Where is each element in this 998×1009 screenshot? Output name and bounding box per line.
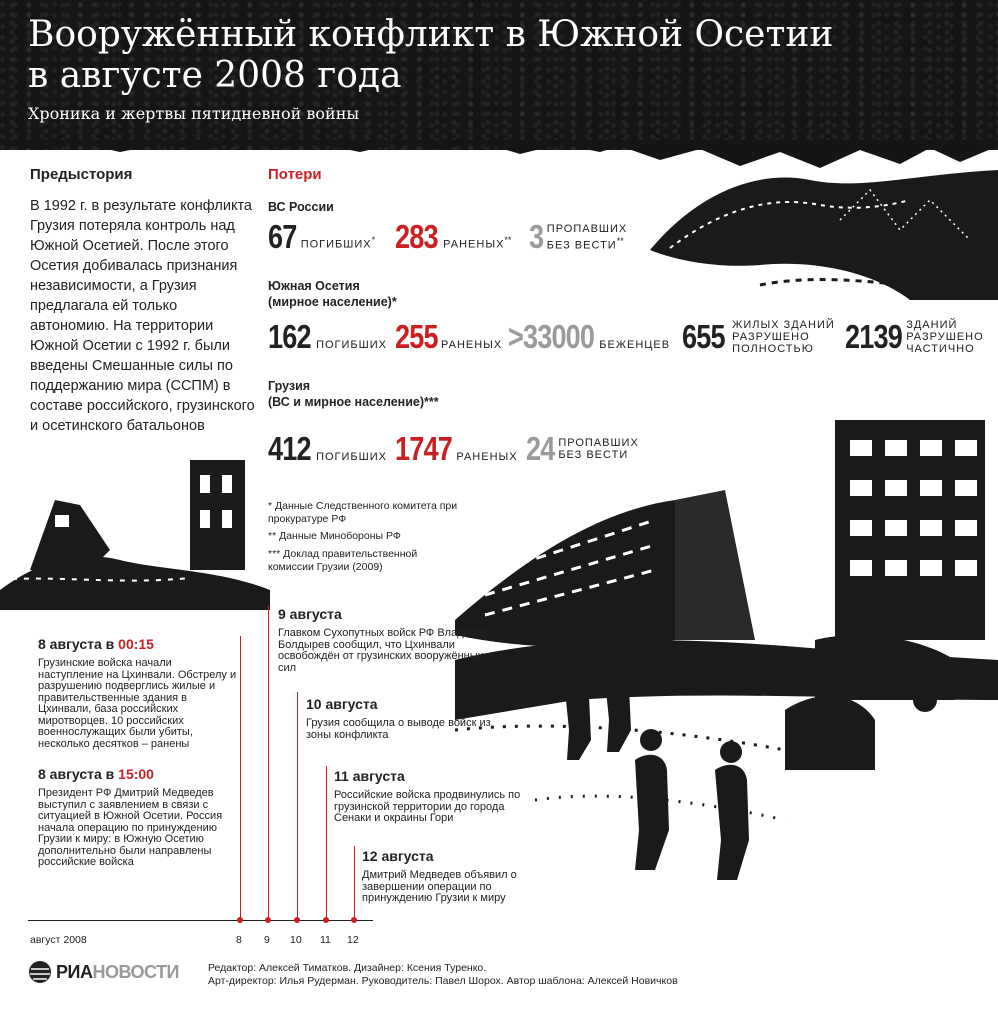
- page-subtitle: Хроника и жертвы пятидневной войны: [28, 104, 360, 123]
- timeline-line-aug9: [268, 606, 269, 920]
- header-band: [0, 0, 998, 150]
- globe-icon: [28, 960, 52, 984]
- event-date: 11 августа: [334, 768, 405, 784]
- timeline-event-aug11: [334, 768, 524, 825]
- event-text: Главком Сухопутных войск РФ Владимир Болдырев сообщил, что Цхинвали освобождён от грузинских вооружённых сил: [278, 627, 490, 674]
- timeline-line-aug11: [326, 766, 327, 920]
- event-date: 12 августа: [362, 848, 434, 864]
- credits-line-1: Редактор: Алексей Тиматков. Дизайнер: Ксения Туренко.: [208, 962, 487, 974]
- page-title: [28, 14, 888, 96]
- footnote-3: *** Доклад правительственной комиссии Грузии (2009): [268, 548, 418, 573]
- background-text: В 1992 г. в результате конфликта Грузия потеряла контроль над Южной Осетией. После этого Осетия добивалась признания независимости, а Грузия предлагала ей только автономию. На территории Южной Осетии с 1992 г. были введены Смешанные силы по поддержанию мира (ССПМ) в составе российского, грузинского и осетинского батальонов: [30, 198, 255, 434]
- georgia-killed-label: ПОГИБШИХ: [316, 451, 387, 463]
- georgia-wounded-label: РАНЕНЫХ: [456, 451, 518, 463]
- credits: [208, 962, 678, 988]
- hill-scene-illustration: [610, 150, 998, 300]
- timeline-line-aug10: [297, 692, 298, 920]
- timeline-tick-label-8: 8: [236, 934, 242, 946]
- timeline-tick-label-9: 9: [264, 934, 270, 946]
- georgia-wounded-value: 1747: [394, 430, 452, 467]
- event-text: Дмитрий Медведев объявил о завершении операции по принуждению Грузии к миру: [362, 869, 517, 904]
- title-line-2: в августе 2008 года: [28, 55, 402, 96]
- georgia-missing-value: 24: [525, 430, 555, 467]
- event-text: Президент РФ Дмитрий Медведев выступил с заявлением в связи с ситуацией в Южной Осетии. Россия начала операцию по принуждению Грузии к миру: в Южную Осетию дополнительно были направлены российские войска: [38, 787, 223, 868]
- timeline-axis: [28, 920, 373, 921]
- timeline-line-aug12: [354, 846, 355, 920]
- so-damaged-label: ЗДАНИЙ РАЗРУШЕНО ЧАСТИЧНО: [906, 319, 984, 355]
- logo-novosti-text: НОВОСТИ: [92, 961, 179, 982]
- timeline-tick-11: [323, 917, 329, 923]
- georgia-killed-value: 412: [268, 430, 311, 467]
- so-wounded-label: РАНЕНЫХ: [441, 339, 503, 351]
- timeline-event-aug8-1500: [38, 766, 238, 869]
- south-ossetia-group-label: Южная Осетия (мирное население)*: [268, 279, 397, 309]
- logo-ria-text: РИА: [56, 961, 93, 982]
- ria-novosti-logo: [28, 960, 179, 984]
- timeline-tick-10: [294, 917, 300, 923]
- town-street-illustration: [455, 400, 998, 900]
- russia-wounded-label: РАНЕНЫХ**: [443, 235, 512, 251]
- georgia-missing-label: ПРОПАВШИХ БЕЗ ВЕСТИ: [558, 437, 639, 461]
- timeline-tick-12: [351, 917, 357, 923]
- russia-wounded-value: 283: [395, 218, 438, 255]
- georgia-stats-row: [268, 430, 639, 468]
- event-date: 8 августа в 00:15: [38, 636, 154, 652]
- south-ossetia-stats-row: [268, 318, 984, 356]
- georgia-group-label: Грузия (ВС и мирное население)***: [268, 379, 439, 409]
- timeline-tick-8: [237, 917, 243, 923]
- event-text: Российские войска продвинулись по грузинской территории до города Сенаки и окраины Гори: [334, 789, 521, 824]
- so-refugees-value: >33000: [508, 318, 595, 355]
- russia-killed-label: ПОГИБШИХ*: [300, 235, 376, 251]
- timeline-event-aug12: [362, 848, 537, 905]
- timeline-tick-label-12: 12: [347, 934, 359, 946]
- title-line-1: Вооружённый конфликт в Южной Осетии: [28, 14, 834, 55]
- losses-heading: Потери: [268, 166, 322, 183]
- footnote-2: ** Данные Минобороны РФ: [268, 530, 401, 542]
- timeline-tick-label-11: 11: [320, 934, 331, 946]
- timeline-tick-label-10: 10: [290, 934, 302, 946]
- timeline-axis-caption: август 2008: [30, 934, 87, 946]
- event-date: 10 августа: [306, 696, 378, 712]
- so-destroyed-label: ЖИЛЫХ ЗДАНИЙ РАЗРУШЕНО ПОЛНОСТЬЮ: [732, 319, 835, 355]
- russia-group-label: ВС России: [268, 200, 334, 214]
- event-date: 9 августа: [278, 606, 342, 622]
- so-damaged-value: 2139: [844, 318, 902, 355]
- timeline-event-aug8-0015: [38, 636, 238, 750]
- credits-line-2: Арт-директор: Илья Рудерман. Руководитель: Павел Шорох. Автор шаблона: Алексей Новичков: [208, 975, 678, 987]
- so-killed-label: ПОГИБШИХ: [316, 339, 387, 351]
- background-heading: Предыстория: [30, 166, 133, 183]
- timeline-event-aug10: [306, 696, 491, 741]
- russia-killed-value: 67: [268, 218, 297, 255]
- event-text: Грузинские войска начали наступление на Цхинвали. Обстрелу и разрушению подверглись жилые и правительственные здания в Цхинвали, база российских миротворцев. 10 российских военнослужащих были убиты, несколько десятков – ранены: [38, 657, 237, 750]
- timeline-event-aug9: [278, 606, 493, 674]
- so-wounded-value: 255: [394, 318, 438, 355]
- so-destroyed-value: 655: [682, 318, 725, 355]
- so-refugees-label: БЕЖЕНЦЕВ: [599, 339, 671, 351]
- event-date: 8 августа в 15:00: [38, 766, 154, 782]
- ruined-buildings-illustration: [0, 440, 270, 610]
- event-text: Грузия сообщила о выводе войск из зоны конфликта: [306, 717, 491, 741]
- footnote-1: * Данные Следственного комитета при прокуратуре РФ: [268, 500, 458, 525]
- russia-stats-row: [268, 218, 627, 256]
- russia-missing-value: 3: [529, 218, 544, 255]
- timeline-line-aug8: [240, 636, 241, 920]
- so-killed-value: 162: [268, 318, 311, 355]
- russia-missing-label: ПРОПАВШИХ БЕЗ ВЕСТИ**: [546, 222, 628, 252]
- timeline-tick-9: [265, 917, 271, 923]
